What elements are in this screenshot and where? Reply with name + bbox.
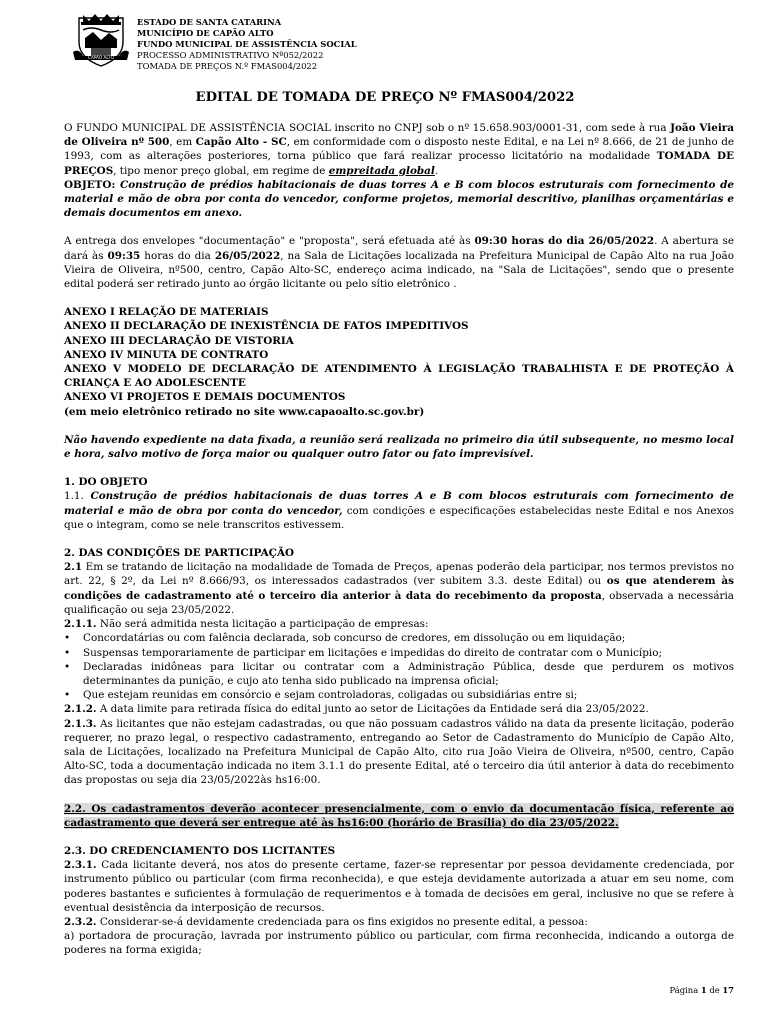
annex-item: ANEXO II DECLARAÇÃO DE INEXISTÊNCIA DE FATOS IMPEDITIVOS [64,320,469,333]
municipal-crest-logo [71,12,131,70]
header-tomada: TOMADA DE PREÇOS N.º FMAS004/2022 [137,61,318,71]
list-item: • Declaradas inidôneas para licitar ou contratar com a Administração Pública, desde que perdurem os motivos determinantes da punição, e cujo ato tenha sido publicado na imprensa oficial; [64,660,734,688]
section-2-3-2: 2.3.2. Considerar-se-á devidamente credenciada para os fins exigidos no presente edital, a pessoa: [64,915,588,928]
entrega-paragraph: A entrega dos envelopes "documentação" e "proposta", será efetuada até às 09:30 horas do dia 26/05/2022. A abertura se dará às 09:35 horas do dia 26/05/2022, na Sala de Licitações localizada na Prefeitura Municipal de Capão Alto na rua João Vieira de Oliveira, nº500, centro, Capão Alto-SC, endereço acima indicado, na "Sala de Licitações", sendo que o presente edital poderá ser retirado junto ao órgão licitante ou pelo sítio eletrônico . [64,235,734,291]
section-2-3-1: 2.3.1. Cada licitante deverá, nos atos do presente certame, fazer-se representar por pessoa devidamente credenciada, por instrumento público ou particular (com firma reconhecida), e que esteja devidamente autorizada a atuar em seu nome, com poderes bastantes e suficientes à formulação de requerimentos e à tomada de decisões em geral, inclusive no que se refere à eventual desistência da interposição de recursos. [64,859,734,914]
list-item: • Suspensas temporariamente de participar em licitações e impedidas do direito de contratar com o Município; [64,646,734,660]
section-2-1-1: 2.1.1. Não será admitida nesta licitação a participação de empresas: [64,618,429,631]
annex-item: ANEXO VI PROJETOS E DEMAIS DOCUMENTOS [64,391,346,404]
exclusion-list [64,631,734,702]
annex-item: ANEXO III DECLARAÇÃO DE VISTORIA [64,334,294,347]
header-municipality: MUNICÍPIO DE CAPÃO ALTO [137,28,274,38]
section-2-1: 2.1 Em se tratando de licitação na modalidade de Tomada de Preços, apenas poderão dela participar, nos termos previstos no art. 22, § 2º, da Lei nº 8.666/93, os interessados cadastrados (ver subitem 3.3. deste Edital) ou os que atenderem às condições de cadastramento até o terceiro dia anterior à data do recebimento da proposta, observada a necessária qualificação ou seja 23/05/2022. [64,561,735,616]
list-item: • Que estejam reunidas em consórcio e sejam controladoras, coligadas ou subsidiárias entre si; [64,688,734,702]
annex-list [64,305,734,419]
section-2-1-3: 2.1.3. As licitantes que não estejam cadastradas, ou que não possuam cadastros válido na data da presente licitação, poderão requerer, no prazo legal, o respectivo cadastramento, entregando ao Setor de Cadastramento do Município de Capão Alto, sala de Licitações, localizado na Prefeitura Municipal de Capão Alto, cito rua João Vieira de Oliveira, nº500, centro, Capão Alto-SC, toda a documentação indicada no item 3.1.1 do presente Edital, até o terceiro dia útil anterior à data do recebimento das propostas ou seja dia 23/05/2022às hs16:00. [64,717,734,787]
annex-site-note: (em meio eletrônico retirado no site www.capaoalto.sc.gov.br) [64,405,425,418]
document-title: EDITAL DE TOMADA DE PREÇO Nº FMAS004/2022 [195,90,575,105]
page-number: Página 1 de 17 [669,985,734,995]
section-2-2-highlight: 2.2. Os cadastramentos deverão acontecer presencialmente, com o envio da documentação física, referente ao cadastramento que deverá ser entregue até às hs16:00 (horário de Brasília) do dia 23/05/2022. [64,802,734,829]
section-2-3-heading: 2.3. DO CREDENCIAMENTO DOS LICITANTES [64,844,336,857]
annex-item: ANEXO I RELAÇÃO DE MATERIAIS [64,306,269,319]
header-fund: FUNDO MUNICIPAL DE ASSISTÊNCIA SOCIAL [137,39,357,49]
institution-header [137,17,357,72]
header-state: ESTADO DE SANTA CATARINA [137,17,282,27]
crest-banner-text: CAPÃO ALTO [88,55,114,60]
section-1-heading: 1. DO OBJETO [64,476,148,489]
intro-paragraph: O FUNDO MUNICIPAL DE ASSISTÊNCIA SOCIAL inscrito no CNPJ sob o nº 15.658.903/0001-31, com sede à rua João Vieira de Oliveira nº 500, em Capão Alto - SC, em conformidade com o disposto neste Edital, e na Lei nº 8.666, de 21 de junho de 1993, com as alterações posteriores, torna público que fará realizar processo licitatório na modalidade TOMADA DE PREÇOS, tipo menor preço global, em regime de empreitada global. [64,122,734,177]
expediente-note: Não havendo expediente na data fixada, a reunião será realizada no primeiro dia útil subsequente, no mesmo local e hora, salvo motivo de força maior ou qualquer outro fator ou fato imprevisível. [64,433,734,461]
section-2-3-2-a: a) portadora de procuração, lavrada por instrumento público ou particular, com firma reconhecida, indicando a outorga de poderes na forma exigida; [64,930,734,957]
annex-item: ANEXO IV MINUTA DE CONTRATO [64,348,269,361]
section-2-heading: 2. DAS CONDIÇÕES DE PARTICIPAÇÃO [64,547,295,560]
list-item: • Concordatárias ou com falência declarada, sob concurso de credores, em dissolução ou em liquidação; [64,631,734,645]
header-process: PROCESSO ADMINISTRATIVO Nº052/2022 [137,50,324,60]
document-body [64,121,734,958]
annex-item: ANEXO V MODELO DE DECLARAÇÃO DE ATENDIMENTO À LEGISLAÇÃO TRABALHISTA E DE PROTEÇÃO À CRIANÇA E AO ADOLESCENTE [64,363,734,390]
section-1-1: 1.1. Construção de prédios habitacionais de duas torres A e B com blocos estruturais com fornecimento de material e mão de obra por conta do vencedor, com condições e especificações estabelecidas neste Edital e nos Anexos que o integram, como se nele transcritos estivessem. [64,490,735,531]
objeto-paragraph: OBJETO: Construção de prédios habitacionais de duas torres A e B com blocos estruturais com fornecimento de material e mão de obra por conta do vencedor, conforme projetos, memorial descritivo, planilhas orçamentárias e demais documentos em anexo. [64,178,734,220]
section-2-1-2: 2.1.2. A data limite para retirada física do edital junto ao setor de Licitações da Entidade será dia 23/05/2022. [64,703,649,716]
